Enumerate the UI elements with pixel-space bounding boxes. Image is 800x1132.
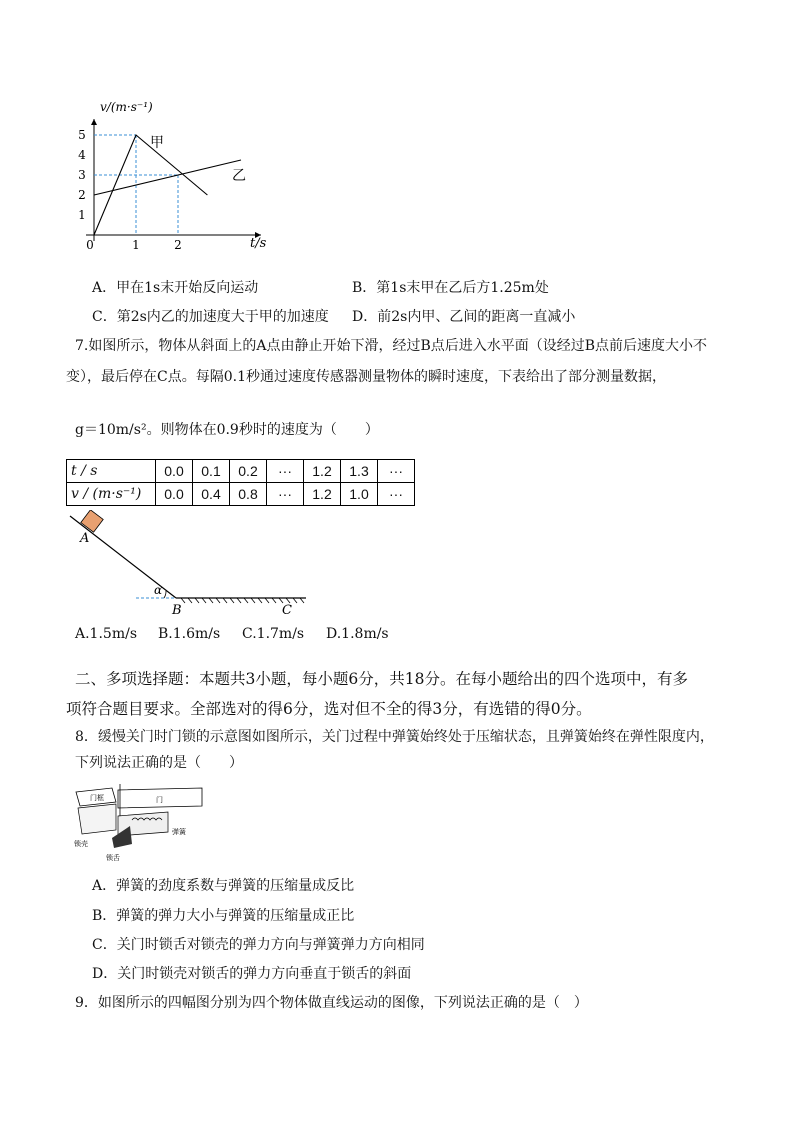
q7-stem-line3: g＝10m/s²。则物体在0.9秒时的速度为（ ） xyxy=(75,422,379,438)
q6-option-c[interactable]: C．第2s内乙的加速度大于甲的加速度 xyxy=(92,309,329,325)
x-tick-label: 2 xyxy=(174,238,182,252)
q7-stem-line1: 7.如图所示，物体从斜面上的A点由静止开始下滑，经过B点后进入水平面（设经过B点前后速度大小不 xyxy=(75,338,708,354)
q6-vt-graph xyxy=(60,95,290,255)
q7-option-a[interactable]: A.1.5m/s xyxy=(75,626,138,642)
v-cell: 0.0 xyxy=(156,483,193,506)
y-tick-label: 2 xyxy=(78,188,86,202)
q8-option-b[interactable]: B．弹簧的弹力大小与弹簧的压缩量成正比 xyxy=(92,908,355,924)
v-cell: 1.2 xyxy=(304,483,341,506)
label-lock-shell: 锁壳 xyxy=(74,840,88,848)
y-tick-label: 3 xyxy=(78,168,86,182)
t-cell: ··· xyxy=(378,460,415,483)
v-cell: 0.8 xyxy=(230,483,267,506)
y-tick-label: 4 xyxy=(78,148,86,162)
series-label-jia: 甲 xyxy=(150,135,164,151)
q8-stem-line1: 8．缓慢关门时门锁的示意图如图所示，关门过程中弹簧始终处于压缩状态，且弹簧始终在弹性限度内， xyxy=(75,729,714,745)
section2-line2: 项符合题目要求。全部选对的得6分，选对但不全的得3分，有选错的得0分。 xyxy=(66,700,592,718)
q8-option-c[interactable]: C．关门时锁舌对锁壳的弹力方向与弹簧弹力方向相同 xyxy=(92,937,425,953)
q7-option-b[interactable]: B.1.6m/s xyxy=(158,626,221,642)
x-tick-label: 1 xyxy=(132,238,140,252)
q9-stem-line1: 9．如图所示的四幅图分别为四个物体做直线运动的图像，下列说法正确的是（ ） xyxy=(75,995,588,1011)
label-a: A xyxy=(80,531,90,546)
t-cell: 0.1 xyxy=(193,460,230,483)
q6-option-d[interactable]: D．前2s内甲、乙间的距离一直减小 xyxy=(352,309,576,325)
series-line-1 xyxy=(94,160,241,195)
q7-option-d[interactable]: D.1.8m/s xyxy=(326,626,389,642)
q7-stem-line2: 变），最后停在C点。每隔0.1秒通过速度传感器测量物体的瞬时速度，下表给出了部分测量数据， xyxy=(66,369,666,385)
table-row-time xyxy=(67,460,415,483)
x-tick-label: 0 xyxy=(86,238,94,252)
q8-option-d[interactable]: D．关门时锁壳对锁舌的弹力方向垂直于锁舌的斜面 xyxy=(92,966,412,982)
y-tick-label: 1 xyxy=(78,208,86,222)
label-c: C xyxy=(282,603,292,618)
v-cell: ··· xyxy=(267,483,304,506)
q6-option-a[interactable]: A．甲在1s末开始反向运动 xyxy=(92,280,259,296)
t-cell: 1.2 xyxy=(304,460,341,483)
q8-option-a[interactable]: A．弹簧的劲度系数与弹簧的压缩量成反比 xyxy=(92,878,355,894)
q8-door-lock-figure xyxy=(72,782,212,864)
q7-incline-figure xyxy=(66,510,316,618)
v-cell: ··· xyxy=(378,483,415,506)
q7-data-table xyxy=(66,459,415,506)
v-header: v / (m·s⁻¹) xyxy=(67,483,156,506)
label-lock-tongue: 锁舌 xyxy=(106,854,120,862)
y-tick-label: 5 xyxy=(78,128,86,142)
t-cell: 0.2 xyxy=(230,460,267,483)
v-cell: 1.0 xyxy=(341,483,378,506)
x-axis-label: t/s xyxy=(250,236,267,251)
t-header: t / s xyxy=(67,460,156,483)
y-axis-label: v/(m·s⁻¹) xyxy=(100,100,153,114)
t-cell: ··· xyxy=(267,460,304,483)
t-cell: 1.3 xyxy=(341,460,378,483)
v-cell: 0.4 xyxy=(193,483,230,506)
label-door: 门 xyxy=(156,796,163,804)
label-door-frame: 门框 xyxy=(90,794,104,802)
section2-line1: 二、多项选择题：本题共3小题，每小题6分，共18分。在每小题给出的四个选项中，有多 xyxy=(75,670,688,688)
label-b: B xyxy=(172,603,182,618)
series-label-yi: 乙 xyxy=(232,168,246,184)
q7-option-c[interactable]: C.1.7m/s xyxy=(242,626,305,642)
table-row-velocity xyxy=(67,483,415,506)
q6-option-b[interactable]: B．第1s末甲在乙后方1.25m处 xyxy=(352,280,549,296)
t-cell: 0.0 xyxy=(156,460,193,483)
label-alpha: α xyxy=(154,583,163,597)
q8-stem-line2: 下列说法正确的是（ ） xyxy=(75,755,243,771)
label-spring: 弹簧 xyxy=(172,828,186,836)
